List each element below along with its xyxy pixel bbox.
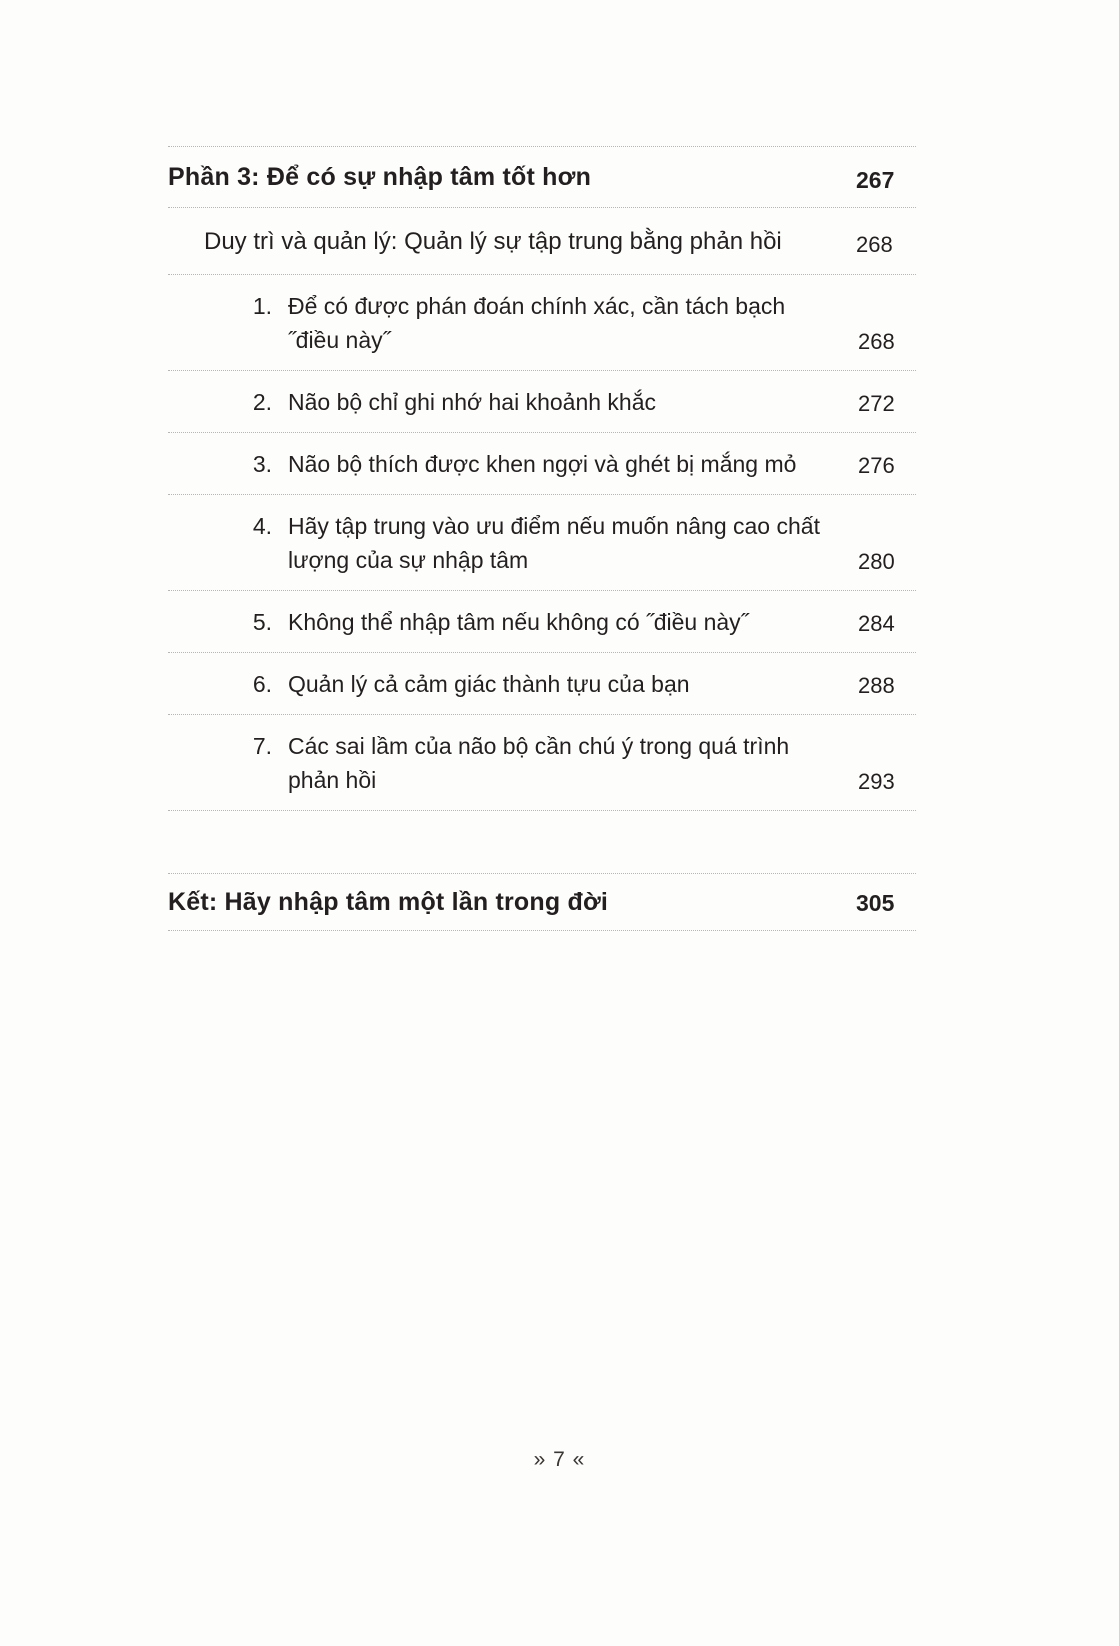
page-folio: » 7 « (533, 1448, 586, 1471)
toc-section-row[interactable] (168, 208, 916, 275)
toc-ending-title: Kết: Hãy nhập tâm một lần trong đời (168, 887, 609, 916)
toc-item-left (234, 385, 656, 419)
toc-item-number: 5. (252, 608, 272, 635)
toc-item-number: 4. (252, 512, 272, 539)
toc-item-number: 6. (252, 670, 272, 697)
table-of-contents (168, 146, 916, 931)
toc-item-row[interactable] (168, 591, 916, 653)
toc-item-number: 2. (252, 388, 272, 415)
toc-ending-page-number: 305 (856, 889, 895, 916)
toc-item-page-number: 284 (858, 610, 895, 636)
toc-item-row[interactable] (168, 715, 916, 811)
toc-item-title: Không thể nhập tâm nếu không có ˝điều này˝ (288, 608, 749, 635)
toc-item-number: 7. (252, 732, 272, 759)
toc-item-left (234, 289, 834, 357)
toc-spacer (168, 811, 916, 873)
toc-item-title: Các sai lầm của não bộ cần chú ý trong quá trình phản hồi (288, 732, 790, 793)
toc-item-page-number: 293 (858, 768, 895, 794)
toc-item-title: Quản lý cả cảm giác thành tựu của bạn (288, 670, 690, 697)
toc-item-left (234, 509, 834, 577)
toc-item-title: Não bộ thích được khen ngợi và ghét bị mắng mỏ (288, 450, 797, 477)
toc-item-left (234, 729, 834, 797)
toc-item-page-number: 268 (858, 328, 895, 354)
toc-item-left (234, 667, 690, 701)
toc-item-page-number: 280 (858, 548, 895, 574)
toc-item-number: 1. (252, 292, 272, 319)
toc-item-left (234, 447, 796, 481)
toc-ending-row[interactable] (168, 873, 916, 931)
toc-item-row[interactable] (168, 433, 916, 495)
toc-item-title: Não bộ chỉ ghi nhớ hai khoảnh khắc (288, 388, 656, 415)
toc-item-number: 3. (252, 450, 272, 477)
toc-part-row[interactable] (168, 146, 916, 208)
toc-item-page-number: 276 (858, 452, 895, 478)
toc-item-row[interactable] (168, 653, 916, 715)
toc-item-title: Để có được phán đoán chính xác, cần tách bạch ˝điều này˝ (288, 292, 786, 353)
toc-item-page-number: 288 (858, 672, 895, 698)
toc-item-row[interactable] (168, 275, 916, 371)
toc-section-page-number: 268 (856, 231, 893, 257)
toc-item-title: Hãy tập trung vào ưu điểm nếu muốn nâng cao chất lượng của sự nhập tâm (288, 512, 820, 573)
toc-part-page-number: 267 (856, 166, 895, 193)
toc-part-title: Phần 3: Để có sự nhập tâm tốt hơn (168, 163, 592, 191)
toc-item-left (234, 605, 748, 639)
toc-item-page-number: 272 (858, 390, 895, 416)
toc-item-row[interactable] (168, 495, 916, 591)
toc-item-row[interactable] (168, 371, 916, 433)
toc-section-title: Duy trì và quản lý: Quản lý sự tập trung bằng phản hồi (204, 227, 782, 255)
